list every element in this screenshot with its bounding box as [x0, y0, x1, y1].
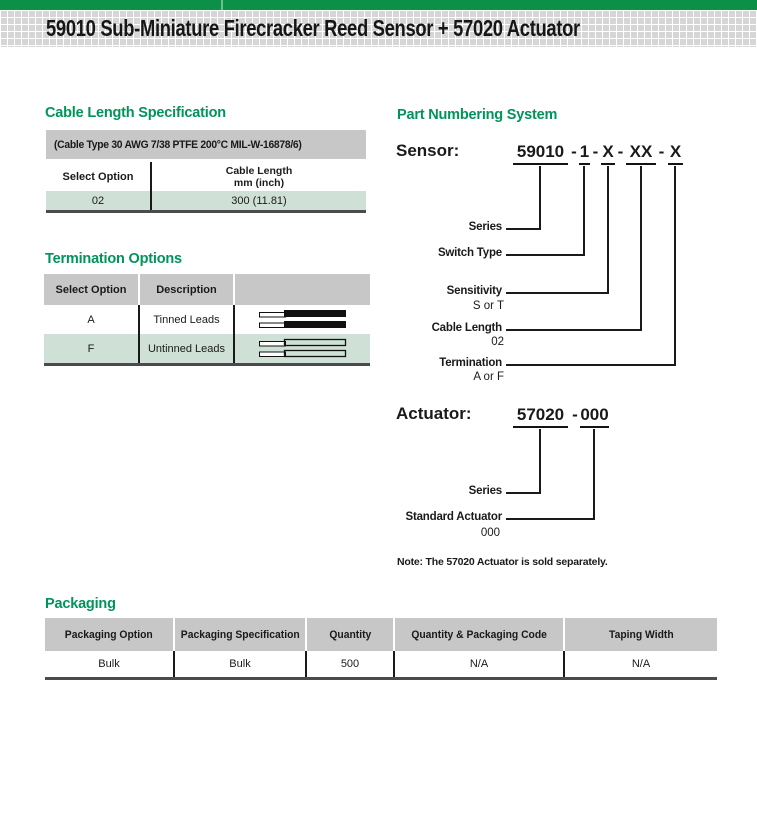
termination-description: Tinned Leads	[140, 305, 235, 334]
cable-length-table	[46, 130, 366, 213]
connector-line	[593, 429, 595, 520]
callout-standard-actuator-value: 000	[480, 527, 500, 539]
termination-table	[44, 274, 370, 366]
table-bottom-border	[46, 210, 366, 213]
cable-data-row	[46, 191, 366, 210]
actuator-segment-series: 57020	[513, 404, 568, 428]
termination-heading: Termination Options	[45, 251, 182, 267]
table-bottom-border	[45, 677, 717, 680]
callout-standard-actuator: Standard Actuator	[405, 511, 502, 523]
top-green-bar	[0, 0, 757, 10]
connector-line	[607, 166, 609, 294]
callout-series: Series	[468, 485, 502, 497]
callout-cable-length-value: 02	[491, 336, 504, 348]
cable-type-band	[46, 130, 366, 159]
callout-termination-value: A or F	[473, 371, 504, 383]
connector-line	[506, 292, 609, 294]
quantity-value: 500	[307, 651, 395, 677]
connector-line	[506, 492, 541, 494]
table-bottom-border	[44, 363, 370, 366]
col-header-description: Description	[140, 274, 233, 305]
quantity-packaging-code-value: N/A	[395, 651, 565, 677]
connector-line	[640, 166, 642, 331]
separator: -	[592, 142, 599, 161]
cable-length-value: 300 (11.81)	[231, 194, 287, 207]
col-header-packaging-specification: Packaging Specification	[175, 618, 305, 651]
cable-header-row	[46, 162, 366, 191]
connector-line	[674, 166, 676, 366]
col-header-select-option: Select Option	[46, 162, 152, 191]
col-header-quantity-packaging-code: Quantity & Packaging Code	[395, 618, 563, 651]
termination-option: F	[44, 334, 140, 363]
sensor-segment-cable-length: XX	[626, 141, 656, 165]
packaging-heading: Packaging	[45, 596, 116, 612]
actuator-note: Note: The 57020 Actuator is sold separately.	[397, 556, 608, 568]
sensor-segment-sensitivity: X	[601, 141, 615, 165]
sensor-segment-termination: X	[668, 141, 683, 165]
callout-series: Series	[468, 221, 502, 233]
actuator-label: Actuator:	[396, 404, 472, 423]
connector-line	[506, 228, 541, 230]
connector-line	[506, 329, 642, 331]
col-header-quantity: Quantity	[307, 618, 393, 651]
packaging-option-value: Bulk	[45, 651, 175, 677]
top-bar-divider	[221, 0, 223, 10]
callout-sensitivity-value: S or T	[472, 300, 504, 312]
packaging-table	[45, 618, 717, 680]
sensor-segment-series: 59010	[513, 141, 568, 165]
col-header-select-option: Select Option	[44, 274, 138, 305]
connector-line	[539, 429, 541, 494]
part-numbering-heading: Part Numbering System	[397, 107, 558, 123]
col-header-cable-length: Cable Length mm (inch)	[225, 164, 293, 189]
separator: -	[617, 142, 624, 161]
actuator-segment-standard: 000	[580, 404, 609, 428]
packaging-header-row	[45, 618, 717, 651]
connector-line	[506, 518, 595, 520]
page-title: 59010 Sub-Miniature Firecracker Reed Sensor + 57020 Actuator	[46, 14, 580, 41]
connector-line	[583, 166, 585, 256]
col-header-packaging-option: Packaging Option	[45, 618, 173, 651]
callout-sensitivity: Sensitivity	[446, 285, 502, 297]
termination-row-f	[44, 334, 370, 363]
callout-termination: Termination	[439, 357, 502, 369]
col-header-taping-width: Taping Width	[565, 618, 717, 651]
separator: -	[571, 142, 577, 161]
cable-option-value: 02	[46, 191, 152, 210]
termination-row-a	[44, 305, 370, 334]
termination-header-row	[44, 274, 370, 305]
sensor-segment-switch-type: 1	[579, 141, 590, 165]
callout-cable-length: Cable Length	[431, 322, 502, 334]
separator: -	[658, 142, 665, 161]
sensor-label: Sensor:	[396, 141, 460, 160]
connector-line	[506, 254, 585, 256]
packaging-data-row	[45, 651, 717, 677]
callout-switch-type: Switch Type	[437, 247, 502, 259]
cable-length-heading: Cable Length Specification	[45, 105, 226, 121]
separator: -	[572, 405, 578, 424]
cable-type-text: (Cable Type 30 AWG 7/38 PTFE 200°C MIL-W-16878/6)	[54, 138, 302, 151]
connector-line	[539, 166, 541, 230]
termination-option: A	[44, 305, 140, 334]
packaging-specification-value: Bulk	[175, 651, 307, 677]
taping-width-value: N/A	[631, 658, 651, 670]
termination-description: Untinned Leads	[140, 334, 235, 363]
connector-line	[506, 364, 676, 366]
